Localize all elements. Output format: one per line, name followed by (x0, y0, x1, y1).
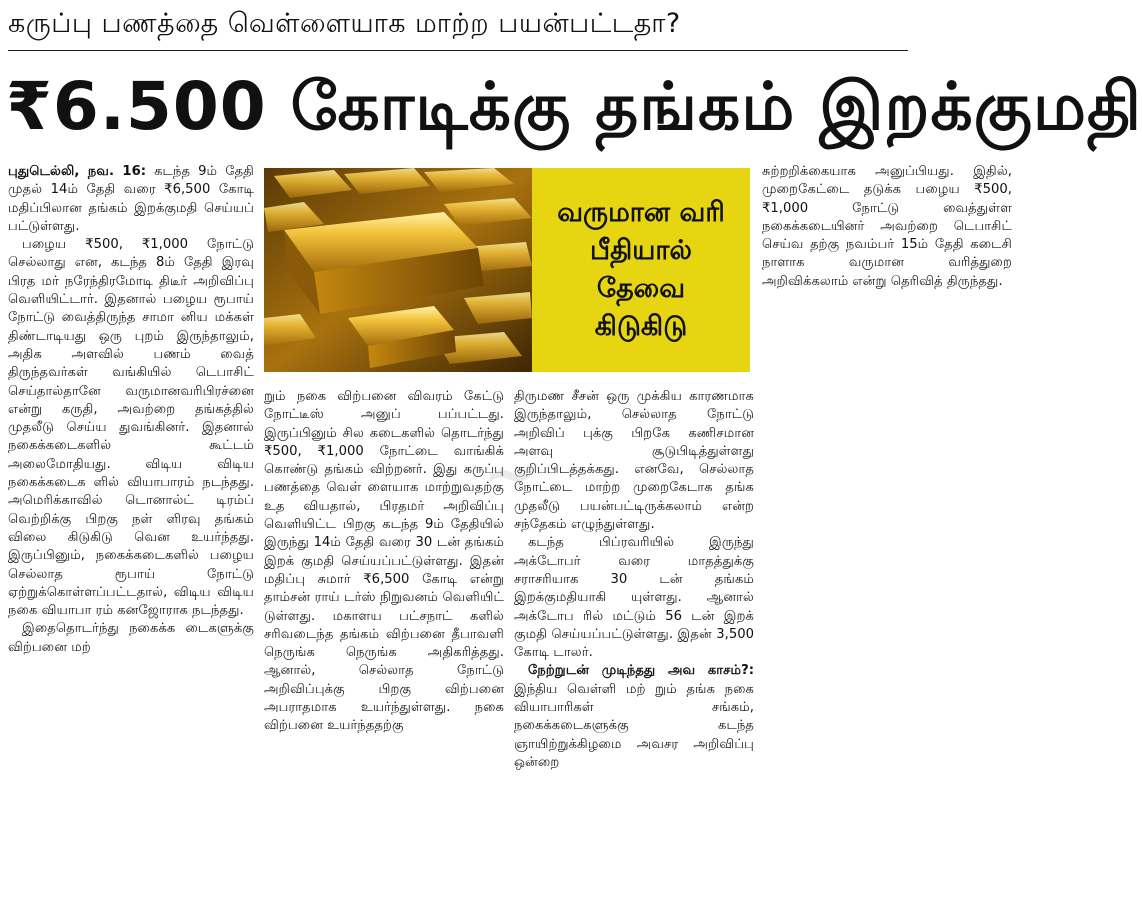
dateline: புதுடெல்லி, நவ. 16: (8, 164, 147, 179)
article-column-4 (762, 163, 1012, 363)
callout-line: வருமான வரி (557, 197, 725, 228)
paragraph: திருமண சீசன் ஒரு முக்கிய காரணமாக இருந்தாலும், செல்லாத நோட்டு அறிவிப் புக்கு பிறகே கணிசமான அளவு சூடுபிடித்துள்ளது குறிப்பிடத்தக்கது. எனவே, செல்லாத நோட்டை மாற்ற முறைகேடாக தங்க முதலீடு பயன்பட்டிருக்கலாம் என்ற சந்தேகம் எழுந்துள்ளது. (514, 389, 754, 533)
kicker-headline: கருப்பு பணத்தை வெள்ளையாக மாற்ற பயன்பட்டதா? (8, 8, 681, 39)
callout-box (532, 168, 750, 372)
article-column-1 (8, 163, 254, 898)
paragraph: றும் நகை விற்பனை விவரம் கேட்டு நோட்டீஸ் அனுப் பப்பட்டது. இருப்பினும் சில கடைகளில் தொடர்ந்து ₹500, ₹1,000 நோட்டை வாங்கிக் கொண்டு தங்கம் விற்றனர். இது கருப்பு பணத்தை வெள் ளையாக மாற்றுவதற்கு உத வியதால், பிரதமர் அறிவிப்பு வெளியிட்ட பிறகு கடந்த 9ம் தேதியில் இருந்து 14ம் தேதி வரை 30 டன் தங்கம் இறக் குமதி செய்யப்பட்டுள்ளது. இதன் மதிப்பு சுமார் ₹6,500 கோடி என்று தாம்சன் ராய் டர்ஸ் நிறுவனம் வெளியிட் டுள்ளது. மகாளய பட்சநாட் களில் சரிவடைந்த தங்கம் விற்பனை தீபாவளி நெருங்க நெருங்க அதிகரித்தது. ஆனால், செல்லாத நோட்டு அறிவிப்புக்கு பிறகு விற்பனை அபராதமாக உயர்ந்துள்ளது. நகை விற்பனை உயர்ந்ததற்கு (264, 389, 504, 734)
lead-text: கடந்த 9ம் தேதி முதல் 14ம் தேதி வரை ₹6,500 கோடி மதிப்பிலான தங்கம் இறக்குமதி செய்யப் பட்டுள்ளது. (8, 164, 254, 234)
paragraph: இதைதொடர்ந்து நகைக்க டைகளுக்கு விற்பனை மற் (8, 621, 254, 655)
callout-line: தேவை (596, 273, 686, 304)
paragraph-text: இந்திய வெள்ளி மற் றும் தங்க நகை வியாபாரிகள் சங்கம், நகைக்கடைகளுக்கு கடந்த ஞாயிற்றுக்கிழமை அவசர அறிவிப்பு ஒன்றை (514, 681, 754, 770)
lead-paragraph (8, 163, 254, 236)
gold-bars-image (264, 168, 532, 372)
divider-rule (8, 50, 908, 51)
paragraph: கடந்த பிப்ரவரியில் இருந்து அக்டோபர் வரை மாதத்துக்கு சராசரியாக 30 டன் தங்கம் இறக்குமதியாகி யுள்ளது. ஆனால் அக்டோப ரில் மட்டும் 56 டன் இறக் குமதி செய்யப்பட்டுள்ளது. இதன் 3,500 கோடி டாலர். (514, 535, 754, 661)
callout-line: கிடுகிடு (594, 311, 688, 342)
paragraph: சுற்றறிக்கையாக அனுப்பியது. இதில், முறைகேட்டை தடுக்க பழைய ₹500, ₹1,000 நோட்டு வைத்துள்ள நகைக்கடையினர் அவற்றை டெபாசிட் செய்வ தற்கு நவம்பர் 15ம் தேதி கடைசி நாளாக வருமான வரித்துறை அறிவிக்கலாம் என்று தெரிவித் திருந்தது. (762, 164, 1012, 289)
paragraph-with-subhead (514, 662, 754, 772)
main-headline: ₹6.500 கோடிக்கு தங்கம் இறக்குமதி (6, 68, 1142, 145)
callout-line: பீதியால் (590, 235, 692, 266)
article-column-2 (264, 388, 504, 898)
paragraph: பழைய ₹500, ₹1,000 நோட்டு செல்லாது என, கடந்த 8ம் தேதி இரவு பிரத மர் நரேந்திரமோடி திடீர் அறிவிப்பு வெளியிட்டார். இதனால் பழைய ரூபாய் நோட்டு வைத்திருந்த சாமா னிய மக்கள் திண்டாடியது ஒரு புறம் இருந்தாலும், அதிக அளவில் பணம் வைத் திருந்தவர்கள் வங்கியில் டெபாசிட் செய்தால்தானே வருமானவரிபிரச்னை என்று கருதி, அவற்றை தங்கத்தில் முதலீடு செய்ய துவங்கினர். இதனால் நகைக்கடைகளில் கூட்டம் அலைமோதியது. விடிய விடிய நகைக்கடைக ளில் வியாபாரம் நடந்தது. அமெரிக்காவில் டொனால்ட் டிரம்ப் வெற்றிக்கு பிறகு நள் ளிரவு தங்கம் விலை கிடுகிடு வென உயர்ந்தது. இருப்பினும், நகைக்கடைகளில் பழைய செல்லாத ரூபாய் நோட்டு ஏற்றுக்கொள்ளப்பட்டதால், விடிய விடிய நகை வியாபா ரம் கனஜோராக நடந்தது. (8, 237, 254, 619)
gold-bars-photo-with-callout (264, 168, 750, 372)
subhead: நேற்றுடன் முடிந்தது அவ காசம்?: (528, 663, 754, 679)
article-column-3 (514, 388, 754, 898)
watermark: ~ (483, 438, 537, 512)
